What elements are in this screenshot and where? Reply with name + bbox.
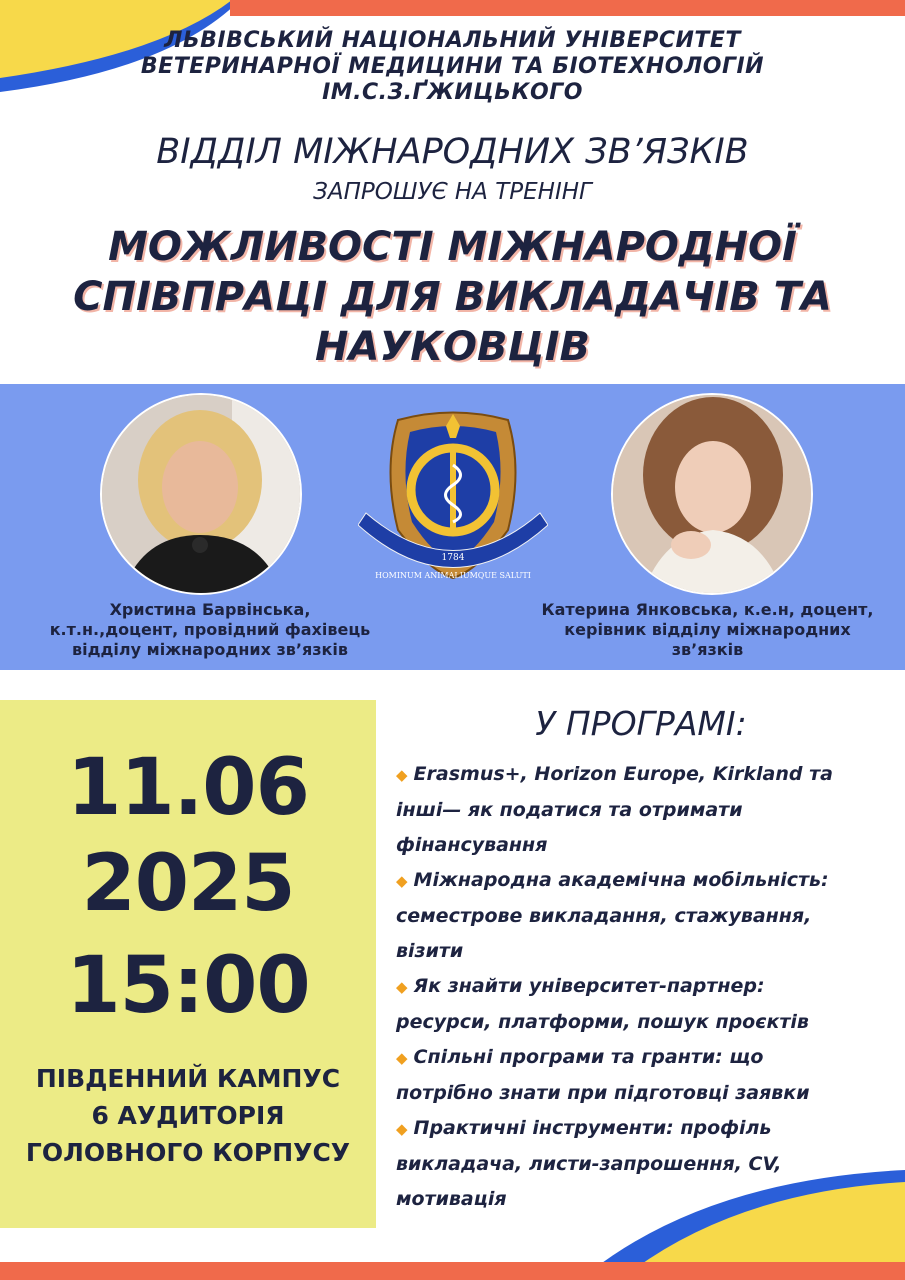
program-item-line: потрібно знати при підготовці заявки xyxy=(396,1082,810,1104)
program-item-line: інші— як податися та отримати xyxy=(396,799,743,821)
speaker-right-line: Катерина Янковська, к.е.н, доцент, xyxy=(541,600,874,619)
diamond-bullet-icon: ◆ xyxy=(396,978,408,996)
program-item-line: семестрове викладання, стажування, xyxy=(396,905,812,927)
event-year: 2025 xyxy=(81,839,295,929)
bottom-accent-bar xyxy=(0,1262,905,1280)
program-item-line: Міжнародна академічна мобільність: xyxy=(413,869,829,891)
program-list xyxy=(396,757,896,1217)
list-item xyxy=(396,757,896,863)
training-title xyxy=(60,222,845,372)
program-item-line: мотивація xyxy=(396,1188,507,1210)
event-date: 11.06 xyxy=(67,743,309,833)
emblem-year: 1784 xyxy=(441,553,465,563)
speaker-left-line: відділу міжнародних зв’язків xyxy=(71,640,349,659)
speaker-right-caption xyxy=(510,600,905,660)
diamond-bullet-icon: ◆ xyxy=(396,766,408,784)
diamond-bullet-icon: ◆ xyxy=(396,872,408,890)
university-line: ВЕТЕРИНАРНОЇ МЕДИЦИНИ ТА БІОТЕХНОЛОГІЙ xyxy=(140,54,765,79)
university-line: ЛЬВІВСЬКИЙ НАЦІОНАЛЬНИЙ УНІВЕРСИТЕТ xyxy=(164,28,741,53)
speaker-photo-left xyxy=(100,393,302,595)
event-venue xyxy=(0,1060,376,1171)
program-item-line: викладача, листи-запрошення, CV, xyxy=(396,1153,782,1175)
title-line: СПІВПРАЦІ ДЛЯ ВИКЛАДАЧІВ ТА xyxy=(73,274,832,320)
speaker-right-line: керівник відділу міжнародних xyxy=(564,620,851,639)
top-accent-bar xyxy=(230,0,905,16)
program-item-line: Erasmus+, Horizon Europe, Kirkland та xyxy=(413,763,833,785)
program-item-line: Практичні інструменти: профіль xyxy=(413,1117,772,1139)
diamond-bullet-icon: ◆ xyxy=(396,1120,408,1138)
program-item-line: ресурси, платформи, пошук проєктів xyxy=(396,1011,809,1033)
venue-line: ГОЛОВНОГО КОРПУСУ xyxy=(25,1138,351,1167)
venue-line: 6 АУДИТОРІЯ xyxy=(91,1101,285,1130)
program-title: У ПРОГРАМІ: xyxy=(535,704,747,743)
venue-line: ПІВДЕННИЙ КАМПУС xyxy=(35,1064,341,1093)
program-item-line: Спільні програми та гранти: що xyxy=(413,1046,764,1068)
title-line: НАУКОВЦІВ xyxy=(315,324,590,370)
program-item-line: візити xyxy=(396,940,464,962)
invite-text: ЗАПРОШУЄ НА ТРЕНІНГ xyxy=(313,179,592,205)
list-item xyxy=(396,1040,896,1111)
department-name: ВІДДІЛ МІЖНАРОДНИХ ЗВ’ЯЗКІВ xyxy=(156,132,749,172)
speaker-left-caption xyxy=(20,600,400,660)
speaker-photo-right xyxy=(611,393,813,595)
speaker-left-line: Христина Барвінська, xyxy=(109,600,311,619)
speaker-right-line: зв’язків xyxy=(671,640,744,659)
speaker-left-line: к.т.н.,доцент, провідний фахівець xyxy=(49,620,371,639)
university-line: ІМ.С.З.ҐЖИЦЬКОГО xyxy=(322,80,583,105)
list-item xyxy=(396,969,896,1040)
university-name xyxy=(0,28,905,106)
event-time: 15:00 xyxy=(66,941,310,1031)
title-line: МОЖЛИВОСТІ МІЖНАРОДНОЇ xyxy=(108,224,797,270)
diamond-bullet-icon: ◆ xyxy=(396,1049,408,1067)
emblem-motto: HOMINUM ANIMALIUMQUE SALUTI xyxy=(375,571,531,580)
program-item-line: Як знайти університет-партнер: xyxy=(413,975,765,997)
list-item xyxy=(396,863,896,969)
university-emblem-icon xyxy=(358,410,548,590)
list-item xyxy=(396,1111,896,1217)
program-item-line: фінансування xyxy=(396,834,548,856)
